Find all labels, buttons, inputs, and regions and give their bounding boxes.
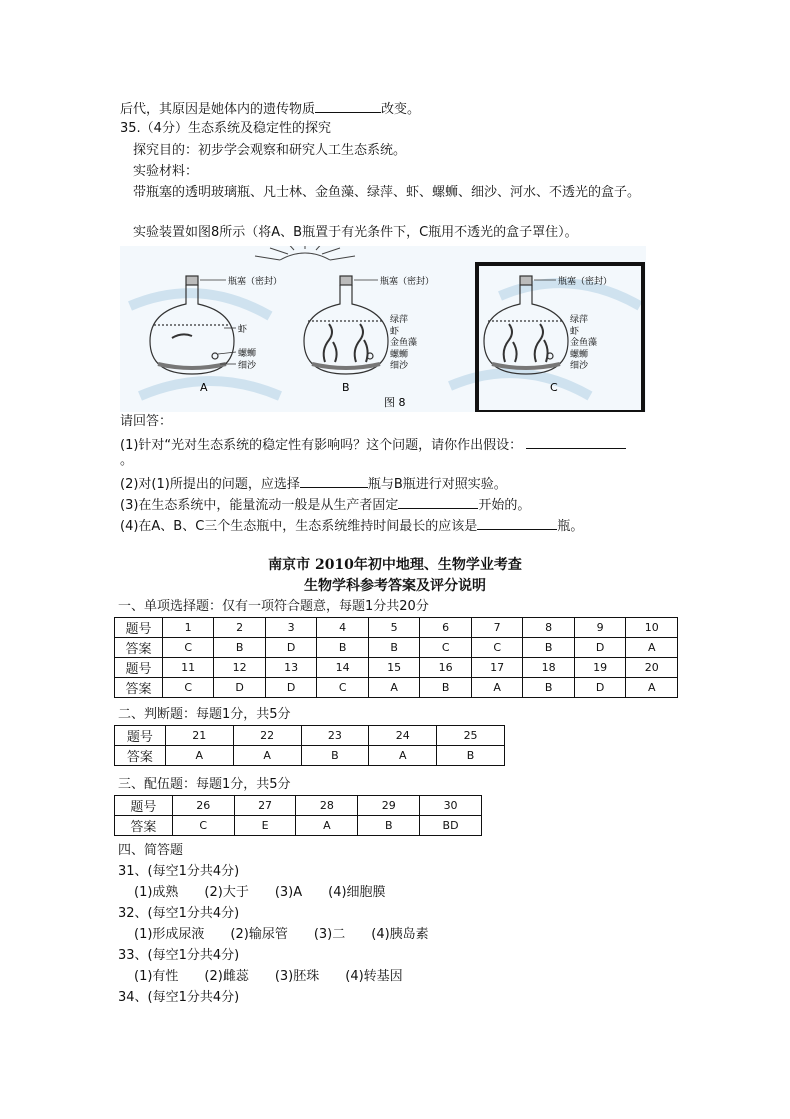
bottle-a-label-snail: 螺蛳 [238,349,257,359]
table-cell: 4 [317,618,369,638]
table-cell: 24 [369,726,437,746]
table-cell: BD [420,816,482,836]
table-cell: 20 [626,658,678,678]
table-cell: B [523,638,575,658]
bottle-c-stopper [520,276,532,285]
table-cell: 17 [471,658,523,678]
table-cell: B [317,638,369,658]
answer-key-title: 南京市 2010年初中地理、生物学业考查 [268,557,522,573]
table-cell: 6 [420,618,472,638]
matching-answer-table [114,795,482,836]
bottle-b-label-shrimp: 虾 [390,327,400,337]
q33-head: 33、(每空1分共4分) [118,948,240,963]
q35-purpose: 探究目的：初步学会观察和研究人工生态系统。 [133,143,407,158]
row-label: 答案 [115,678,163,698]
row-label: 题号 [115,796,173,816]
answer-blank [477,515,557,530]
bottle-b-stopper [340,276,352,285]
q35-setup: 实验装置如图8所示（将A、B瓶置于有光条件下，C瓶用不透光的盒子罩住）。 [133,225,578,240]
table-cell: 11 [162,658,214,678]
table-cell: C [471,638,523,658]
q31-answers: (1)成熟 (2)大于 (3)A (4)细胞膜 [134,885,386,900]
bottle-c-label-stopper: 瓶塞（密封） [558,277,613,287]
table-cell: 1 [162,618,214,638]
row-label: 题号 [115,658,163,678]
table-cell: D [214,678,266,698]
q35-sub4: (4)在A、B、C三个生态瓶中，生态系统维持时间最长的应该是 瓶。 [120,515,583,536]
table-cell: 8 [523,618,575,638]
bottle-c-label-sand: 细沙 [570,361,589,371]
q35-sub2: (2)对(1)所提出的问题，应选择 瓶与B瓶进行对照实验。 [120,473,507,494]
q34-tail-line: 后代，其原因是她体内的遗传物质 改变。 [120,98,420,119]
q35-heading: 35.（4分）生态系统及稳定性的探究 [120,121,331,136]
table-cell: 26 [172,796,234,816]
table-cell: C [162,678,214,698]
table-cell: 3 [265,618,317,638]
table-cell: B [368,638,420,658]
question-number-row [115,658,678,678]
answer-blank [526,434,626,449]
bottle-b-label-stopper: 瓶塞（密封） [380,277,435,287]
answer-key-subtitle: 生物学科参考答案及评分说明 [304,578,486,594]
table-cell: A [165,746,233,766]
bottle-c-label-snail: 螺蛳 [570,350,589,360]
table-cell: 27 [234,796,296,816]
row-label: 题号 [115,618,163,638]
answer-row [115,638,678,658]
table-cell: D [265,638,317,658]
row-label: 答案 [115,816,173,836]
table-cell: 9 [574,618,626,638]
question-number-row [115,796,482,816]
table-cell: B [301,746,369,766]
answer-row [115,678,678,698]
bottle-c-letter: C [550,381,558,394]
table-cell: 15 [368,658,420,678]
table-cell: A [369,746,437,766]
bottle-b-label-hornwort: 金鱼藻 [390,338,418,348]
q35-sub1: (1)针对“光对生态系统的稳定性有影响吗？这个问题，请你作出假设： [120,434,626,455]
table-cell: A [296,816,358,836]
bottle-a-stopper [186,276,198,285]
bottle-a-letter: A [200,381,208,394]
q35-sub3: (3)在生态系统中，能量流动一般是从生产者固定 开始的。 [120,494,530,515]
q35-materials-label: 实验材料： [133,164,199,179]
bottle-a-label-stopper: 瓶塞（密封） [228,277,283,287]
table-cell: 13 [265,658,317,678]
table-cell: C [172,816,234,836]
section2-heading: 二、判断题：每题1分，共5分 [118,707,291,722]
table-cell: B [214,638,266,658]
table-cell: 5 [368,618,420,638]
bottle-b-label-snail: 螺蛳 [390,350,409,360]
table-cell: B [358,816,420,836]
table-cell: 19 [574,658,626,678]
bottle-c-label-hornwort: 金鱼藻 [570,338,598,348]
table-cell: A [626,678,678,698]
row-label: 题号 [115,726,166,746]
table-cell: 12 [214,658,266,678]
answer-row [115,816,482,836]
bottle-a-label-shrimp: 虾 [238,325,248,335]
mc-answer-table [114,617,678,698]
table-cell: A [626,638,678,658]
table-cell: 22 [233,726,301,746]
q35-materials: 带瓶塞的透明玻璃瓶、凡士林、金鱼藻、绿萍、虾、螺蛳、细沙、河水、不透光的盒子。 [133,185,641,200]
bottle-b-letter: B [342,381,350,394]
table-cell: A [471,678,523,698]
row-label: 答案 [115,746,166,766]
answer-row [115,746,505,766]
table-cell: 7 [471,618,523,638]
table-cell: C [420,638,472,658]
question-number-row [115,618,678,638]
row-label: 答案 [115,638,163,658]
q32-head: 32、(每空1分共4分) [118,906,240,921]
q31-head: 31、(每空1分共4分) [118,864,240,879]
q33-answers: (1)有性 (2)雌蕊 (3)胚珠 (4)转基因 [134,969,403,984]
section4-heading: 四、简答题 [118,843,184,858]
section1-heading: 一、单项选择题：仅有一项符合题意，每题1分共20分 [118,599,429,614]
table-cell: A [368,678,420,698]
table-cell: 21 [165,726,233,746]
table-cell: 14 [317,658,369,678]
table-cell: 30 [420,796,482,816]
bottle-c-label-duckweed: 绿萍 [570,315,589,325]
table-cell: 18 [523,658,575,678]
bottle-b-label-duckweed: 绿萍 [390,315,409,325]
figure-8 [120,246,646,412]
table-cell: B [523,678,575,698]
tf-answer-table [114,725,505,766]
table-cell: E [234,816,296,836]
table-cell: 25 [437,726,505,746]
answer-blank [398,494,478,509]
table-cell: B [437,746,505,766]
section3-heading: 三、配伍题：每题1分，共5分 [118,777,291,792]
bottle-b-label-sand: 细沙 [390,361,409,371]
figure-8-illustration [120,246,646,412]
q32-answers: (1)形成尿液 (2)输尿管 (3)二 (4)胰岛素 [134,927,429,942]
table-cell: D [574,638,626,658]
table-cell: 16 [420,658,472,678]
figure-caption: 图 8 [384,396,406,409]
table-cell: 2 [214,618,266,638]
q35-sub1-end: 。 [120,453,134,468]
answer-blank [315,98,381,113]
bottle-c-label-shrimp: 虾 [570,327,580,337]
table-cell: D [574,678,626,698]
answer-blank [300,473,368,488]
table-cell: C [317,678,369,698]
table-cell: A [233,746,301,766]
table-cell: B [420,678,472,698]
table-cell: 29 [358,796,420,816]
table-cell: C [162,638,214,658]
table-cell: 28 [296,796,358,816]
table-cell: 10 [626,618,678,638]
bottle-a-label-sand: 细沙 [238,361,257,371]
answer-prompt: 请回答： [120,414,173,429]
table-cell: D [265,678,317,698]
table-cell: 23 [301,726,369,746]
question-number-row [115,726,505,746]
q34-head: 34、(每空1分共4分) [118,990,240,1005]
